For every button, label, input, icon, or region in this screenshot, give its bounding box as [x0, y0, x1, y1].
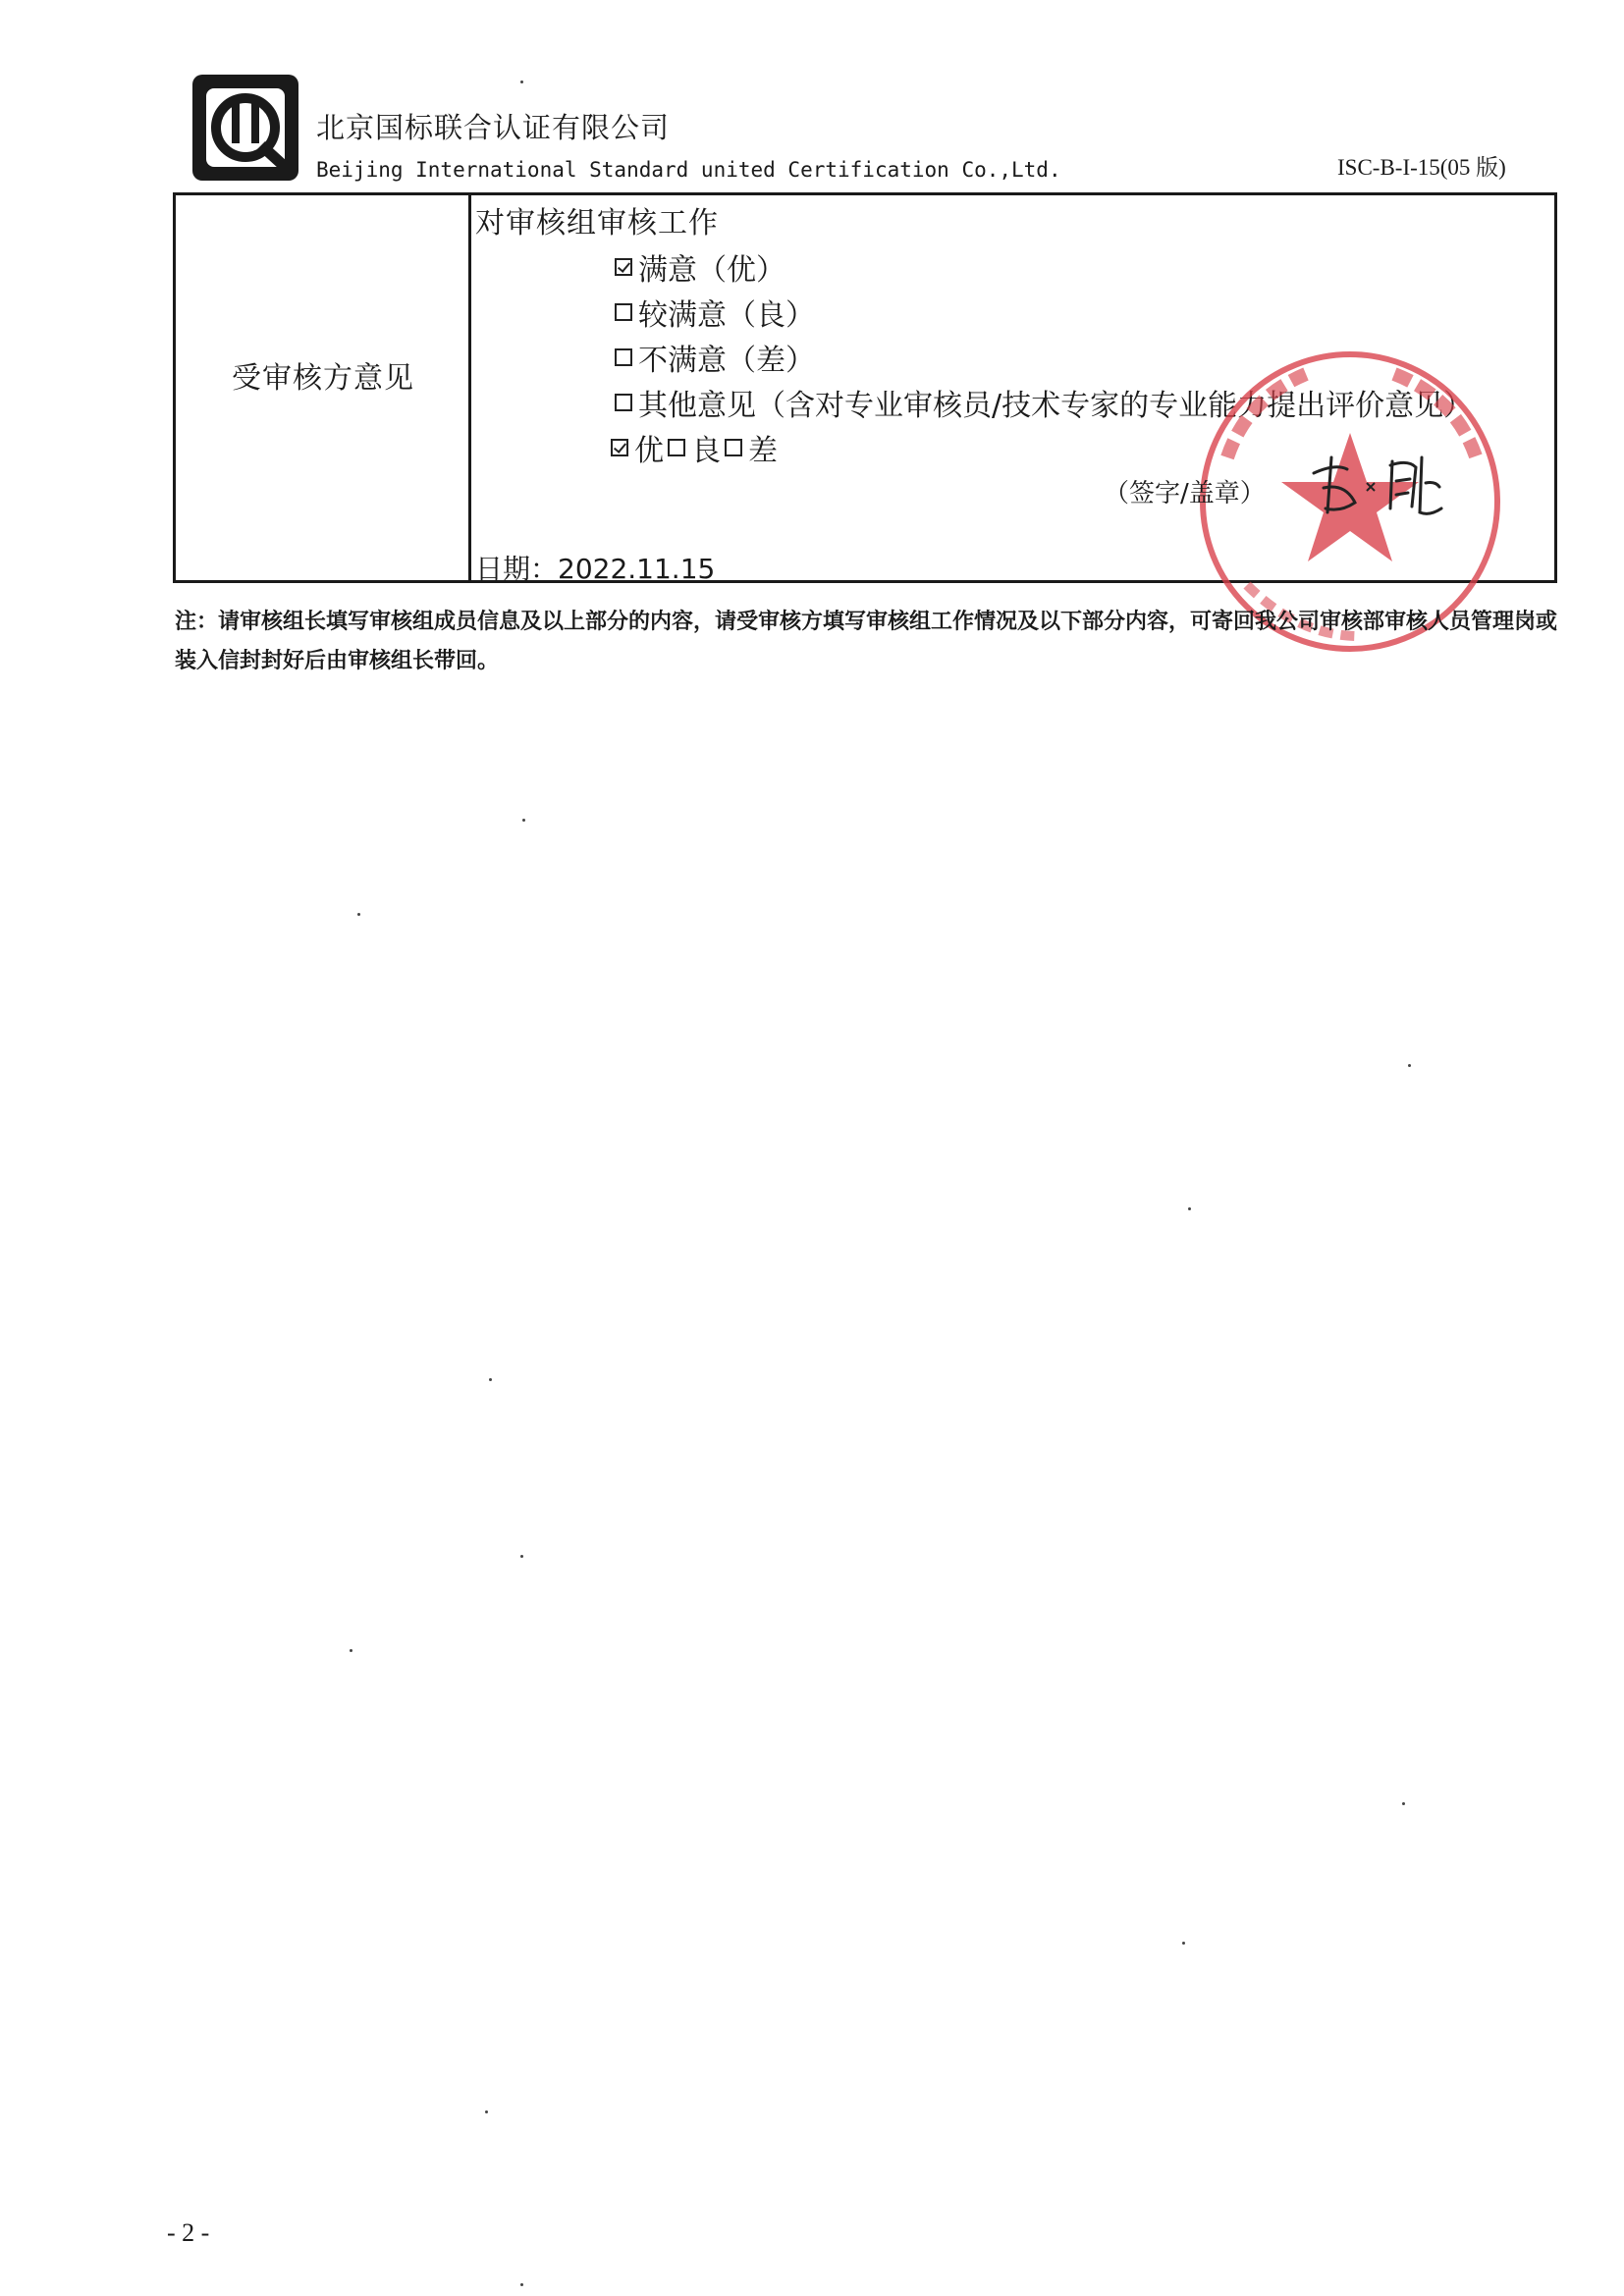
option-fairly-satisfied-label: 较满意（良） — [638, 298, 815, 333]
scan-speck — [1408, 1064, 1411, 1067]
grade-poor: 差 — [748, 434, 778, 468]
checkbox-poor[interactable] — [725, 439, 742, 456]
scan-speck — [520, 80, 523, 83]
grade-excellent: 优 — [634, 434, 664, 468]
footnote: 注：请审核组长填写审核组成员信息及以上部分的内容，请受审核方填写审核组工作情况及以下部分内容，可寄回我公司审核部审核人员管理岗或装入信封封好后由审核组长带回。 — [175, 610, 1558, 673]
scan-speck — [520, 2283, 523, 2286]
grade-row — [611, 426, 778, 469]
checkbox-satisfied-checked[interactable] — [615, 258, 632, 276]
form-code: ISC-B-I-15(05 版) — [1337, 155, 1506, 180]
option-dissatisfied-label: 不满意（差） — [638, 344, 815, 378]
section-title: 对审核组审核工作 — [475, 206, 719, 240]
scan-speck — [1188, 1207, 1191, 1210]
option-other-label: 其他意见（含对专业审核员/技术专家的专业能力提出评价意见） — [638, 389, 1474, 423]
scan-speck — [1182, 1942, 1185, 1945]
signature-label: （签字/盖章） — [1104, 479, 1266, 508]
auditee-opinion-label: 受审核方意见 — [232, 361, 414, 396]
scan-speck — [485, 2110, 488, 2113]
page-number: - 2 - — [167, 2218, 210, 2247]
scan-speck — [520, 1555, 523, 1558]
date-label: 日期： — [475, 553, 559, 585]
scan-speck — [357, 913, 360, 916]
scan-speck — [489, 1378, 492, 1381]
checkbox-other[interactable] — [615, 394, 632, 411]
grade-good: 良 — [691, 434, 721, 468]
option-satisfied — [615, 245, 785, 289]
option-satisfied-label: 满意（优） — [638, 253, 785, 288]
company-name-en: Beijing International Standard united Certification Co.,Ltd. — [316, 158, 1061, 182]
checkbox-good[interactable] — [668, 439, 685, 456]
checkbox-excellent-checked[interactable] — [611, 439, 628, 456]
scan-speck — [1402, 1802, 1405, 1805]
scan-speck — [522, 819, 525, 822]
company-name-cn: 北京国标联合认证有限公司 — [316, 111, 671, 144]
checkbox-fairly-satisfied[interactable] — [615, 303, 632, 321]
company-logo — [189, 71, 302, 185]
date-value: 2022.11.15 — [558, 553, 716, 585]
handwritten-signature — [1306, 444, 1453, 522]
checkbox-dissatisfied[interactable] — [615, 348, 632, 366]
option-dissatisfied — [615, 336, 815, 379]
scan-speck — [350, 1649, 352, 1652]
table-divider — [468, 192, 471, 583]
date-line — [475, 548, 715, 587]
option-fairly-satisfied — [615, 291, 815, 334]
